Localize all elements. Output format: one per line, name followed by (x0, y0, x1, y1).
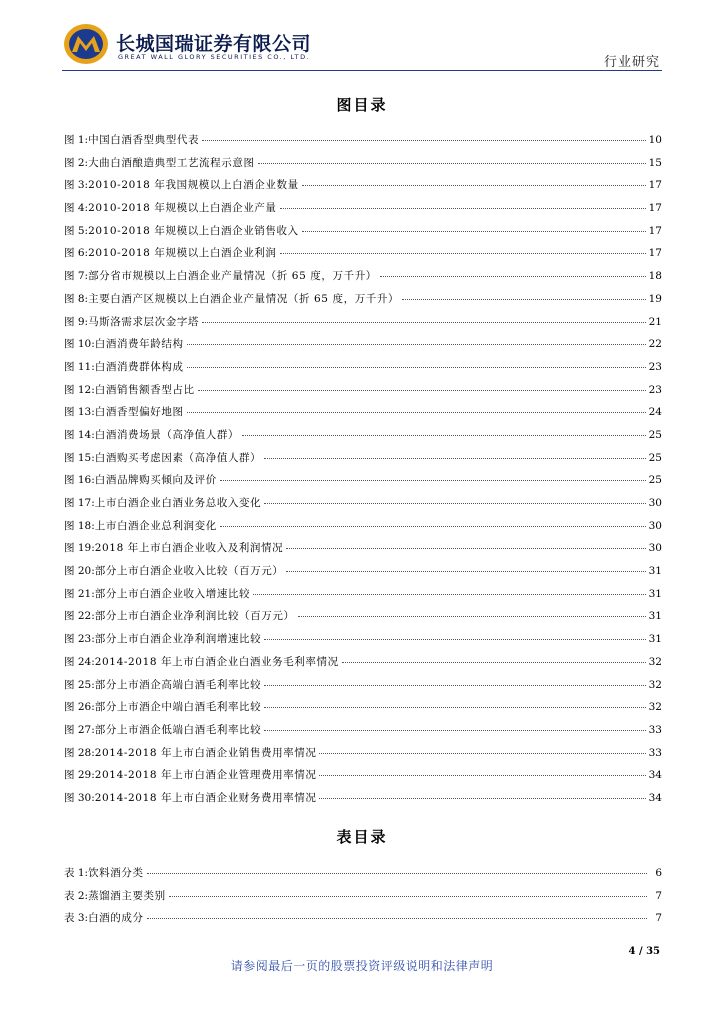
toc-entry-number: 图 11: (64, 360, 95, 373)
toc-leader-dots (264, 677, 645, 686)
toc-entry-title: 部分上市酒企低端白酒毛利率比较 (94, 723, 262, 736)
toc-entry[interactable] (64, 654, 662, 677)
toc-entry[interactable] (64, 155, 662, 178)
toc-entry-page: 34 (648, 791, 662, 804)
toc-entry-page: 30 (648, 497, 662, 509)
toc-entry-page: 6 (655, 867, 662, 879)
tables-toc-title: 表目录 (336, 828, 388, 846)
footer-disclaimer: 请参阅最后一页的股票投资评级说明和法律声明 (230, 959, 494, 973)
toc-entry-page: 33 (648, 746, 662, 759)
toc-entry-page: 17 (648, 202, 662, 215)
toc-entry[interactable] (64, 495, 662, 518)
toc-entry[interactable] (64, 699, 662, 722)
toc-leader-dots (253, 586, 645, 595)
toc-entry[interactable] (64, 132, 662, 155)
brand-name-cn: 长城国瑞证券有限公司 (116, 33, 312, 55)
toc-entry[interactable] (64, 223, 662, 246)
toc-entry[interactable] (64, 910, 662, 933)
toc-entry[interactable] (64, 888, 662, 911)
toc-entry-page: 32 (648, 701, 662, 714)
toc-entry-page: 21 (648, 315, 662, 328)
toc-entry-page: 23 (648, 383, 662, 396)
toc-entry-page: 10 (648, 134, 662, 146)
toc-entry-number: 图 21: (64, 587, 95, 600)
toc-entry-number: 表 2: (64, 889, 89, 902)
toc-entry-page: 31 (648, 565, 662, 578)
toc-entry[interactable] (64, 586, 662, 609)
toc-entry-title: 白酒品牌购买倾向及评价 (94, 474, 217, 487)
toc-entry-number: 图 9: (64, 315, 89, 328)
toc-leader-dots (169, 888, 647, 897)
toc-leader-dots (198, 382, 646, 391)
toc-leader-dots (187, 336, 646, 345)
toc-entry[interactable] (64, 268, 662, 291)
toc-entry-number: 图 13: (64, 406, 95, 419)
toc-entry-number: 图 15: (64, 451, 95, 464)
toc-leader-dots (264, 450, 645, 459)
toc-leader-dots (220, 472, 646, 481)
toc-entry-page: 23 (648, 360, 662, 373)
toc-entry-page: 34 (648, 769, 662, 782)
toc-entry-number: 图 12: (64, 383, 95, 396)
toc-entry[interactable] (64, 404, 662, 427)
toc-entry-title: 部分上市酒企高端白酒毛利率比较 (94, 678, 262, 691)
toc-entry[interactable] (64, 745, 662, 768)
toc-entry-number: 图 4: (64, 202, 89, 215)
toc-entry[interactable] (64, 200, 662, 223)
toc-entry-title: 2014-2018 年上市白酒企业白酒业务毛利率情况 (94, 655, 339, 668)
toc-entry[interactable] (64, 450, 662, 473)
toc-entry-number: 图 5: (64, 224, 89, 237)
toc-entry[interactable] (64, 790, 662, 813)
toc-entry-number: 图 14: (64, 428, 95, 441)
toc-entry[interactable] (64, 291, 662, 314)
toc-entry-page: 17 (648, 247, 662, 260)
toc-leader-dots (302, 223, 646, 232)
toc-leader-dots (264, 495, 645, 504)
toc-entry-title: 部分省市规模以上白酒企业产量情况（折 65 度，万千升） (88, 270, 377, 283)
toc-entry-title: 白酒消费年龄结构 (94, 338, 184, 351)
toc-entry-title: 2014-2018 年上市白酒企业销售费用率情况 (94, 746, 317, 759)
toc-entry-title: 2014-2018 年上市白酒企业管理费用率情况 (94, 769, 317, 782)
toc-entry[interactable] (64, 177, 662, 200)
toc-entry-title: 2010-2018 年规模以上白酒企业利润 (88, 247, 277, 260)
toc-entry-page: 32 (648, 678, 662, 691)
toc-leader-dots (147, 910, 647, 919)
toc-entry[interactable] (64, 336, 662, 359)
toc-entry-number: 图 19: (64, 542, 95, 555)
toc-leader-dots (258, 155, 646, 164)
toc-entry-number: 图 6: (64, 247, 89, 260)
toc-entry[interactable] (64, 608, 662, 631)
toc-entry-page: 18 (648, 270, 662, 283)
toc-leader-dots (402, 291, 646, 300)
toc-entry-number: 图 10: (64, 338, 95, 351)
toc-entry-page: 24 (648, 406, 662, 419)
toc-entry[interactable] (64, 518, 662, 541)
toc-entry-number: 图 18: (64, 519, 95, 532)
toc-entry-page: 7 (655, 889, 662, 902)
toc-entry-title: 白酒购买考虑因素（高净值人群） (94, 451, 262, 464)
tables-toc-list (64, 865, 662, 933)
toc-entry-number: 图 20: (64, 565, 95, 578)
toc-leader-dots (286, 563, 645, 572)
toc-entry-number: 图 1: (64, 134, 89, 146)
toc-leader-dots (264, 699, 645, 708)
toc-entry-title: 白酒的成分 (88, 912, 144, 925)
toc-entry-title: 白酒销售额香型占比 (94, 383, 195, 396)
toc-leader-dots (280, 200, 646, 209)
toc-entry-page: 31 (648, 610, 662, 623)
toc-leader-dots (342, 654, 646, 663)
toc-entry-title: 白酒香型偏好地图 (94, 406, 184, 419)
toc-entry-title: 大曲白酒酿造典型工艺流程示意图 (88, 156, 255, 169)
toc-leader-dots (202, 132, 646, 141)
toc-entry-title: 白酒消费群体构成 (94, 360, 184, 373)
toc-leader-dots (264, 631, 645, 640)
figures-toc-list (64, 132, 662, 813)
toc-entry-title: 白酒消费场景（高净值人群） (94, 428, 240, 441)
toc-entry-number: 图 25: (64, 678, 95, 691)
toc-leader-dots (242, 427, 646, 436)
toc-entry-number: 图 3: (64, 179, 89, 192)
toc-entry-number: 图 2: (64, 156, 89, 169)
toc-entry-number: 图 26: (64, 701, 95, 714)
toc-entry[interactable] (64, 245, 662, 268)
toc-leader-dots (147, 865, 647, 874)
toc-entry-number: 图 29: (64, 769, 95, 782)
toc-entry[interactable] (64, 472, 662, 495)
company-logo-icon (62, 22, 110, 66)
toc-entry-page: 32 (648, 655, 662, 668)
toc-entry-title: 马斯洛需求层次金字塔 (88, 315, 200, 328)
toc-entry[interactable] (64, 563, 662, 586)
toc-entry-page: 17 (648, 224, 662, 237)
toc-entry[interactable] (64, 631, 662, 654)
toc-entry-number: 图 24: (64, 655, 95, 668)
toc-entry-title: 上市白酒企业总利润变化 (94, 519, 217, 532)
brand-name-en: GREAT WALL GLORY SECURITIES CO., LTD. (118, 53, 311, 61)
toc-entry-title: 主要白酒产区规模以上白酒企业产量情况（折 65 度，万千升） (88, 292, 400, 305)
toc-entry-page: 7 (655, 912, 662, 925)
toc-leader-dots (286, 540, 645, 549)
toc-entry-title: 2010-2018 年规模以上白酒企业产量 (88, 202, 277, 215)
toc-entry-number: 图 16: (64, 474, 95, 487)
toc-entry-title: 部分上市白酒企业净利润比较（百万元） (94, 610, 295, 623)
toc-leader-dots (187, 359, 646, 368)
toc-entry-page: 17 (648, 179, 662, 192)
toc-entry-title: 蒸馏酒主要类别 (88, 889, 166, 902)
toc-leader-dots (202, 314, 646, 323)
toc-leader-dots (319, 767, 645, 776)
toc-entry[interactable] (64, 722, 662, 745)
figures-toc-title: 图目录 (336, 96, 388, 114)
toc-leader-dots (298, 608, 646, 617)
toc-entry-title: 2010-2018 年规模以上白酒企业销售收入 (88, 224, 299, 237)
toc-entry-page: 30 (648, 542, 662, 555)
toc-leader-dots (302, 177, 646, 186)
toc-entry-title: 2014-2018 年上市白酒企业财务费用率情况 (94, 791, 317, 804)
toc-entry-number: 表 3: (64, 912, 89, 925)
toc-entry[interactable] (64, 314, 662, 337)
toc-leader-dots (319, 745, 645, 754)
toc-entry-title: 2018 年上市白酒企业收入及利润情况 (94, 542, 284, 555)
toc-entry-title: 上市白酒企业白酒业务总收入变化 (94, 497, 262, 509)
toc-entry-number: 图 17: (64, 497, 95, 509)
toc-entry-title: 2010-2018 年我国规模以上白酒企业数量 (88, 179, 299, 192)
toc-leader-dots (187, 404, 646, 413)
toc-entry-title: 部分上市酒企中端白酒毛利率比较 (94, 701, 262, 714)
toc-entry-title: 部分上市白酒企业净利润增速比较 (94, 633, 262, 646)
page-number: 4 / 35 (628, 946, 660, 957)
toc-entry-page: 30 (648, 519, 662, 532)
toc-entry-number: 图 23: (64, 633, 95, 646)
toc-entry-number: 图 30: (64, 791, 95, 804)
toc-entry-page: 33 (648, 723, 662, 736)
toc-entry[interactable] (64, 359, 662, 382)
toc-entry[interactable] (64, 540, 662, 563)
toc-entry-number: 图 8: (64, 292, 89, 305)
toc-entry-number: 图 28: (64, 746, 95, 759)
toc-leader-dots (220, 518, 646, 527)
toc-entry-number: 表 1: (64, 867, 89, 879)
toc-entry-number: 图 7: (64, 270, 89, 283)
page-header (62, 20, 662, 72)
toc-entry-number: 图 22: (64, 610, 95, 623)
toc-leader-dots (264, 722, 645, 731)
toc-entry-title: 部分上市白酒企业收入比较（百万元） (94, 565, 284, 578)
toc-entry[interactable] (64, 382, 662, 405)
toc-entry-page: 15 (648, 156, 662, 169)
toc-entry-page: 25 (648, 428, 662, 441)
report-type-label: 行业研究 (603, 55, 660, 70)
toc-entry[interactable] (64, 677, 662, 700)
toc-entry-title: 饮料酒分类 (88, 867, 144, 879)
toc-entry-page: 31 (648, 633, 662, 646)
toc-entry-number: 图 27: (64, 723, 95, 736)
toc-entry-page: 22 (648, 338, 662, 351)
toc-entry-title: 中国白酒香型典型代表 (88, 134, 200, 146)
toc-entry-page: 25 (648, 451, 662, 464)
toc-entry[interactable] (64, 427, 662, 450)
toc-entry-page: 25 (648, 474, 662, 487)
header-divider (62, 70, 662, 71)
toc-leader-dots (319, 790, 645, 799)
toc-entry[interactable] (64, 865, 662, 888)
toc-leader-dots (280, 245, 646, 254)
toc-entry-page: 31 (648, 587, 662, 600)
toc-entry-page: 19 (648, 292, 662, 305)
toc-leader-dots (380, 268, 646, 277)
toc-entry-title: 部分上市白酒企业收入增速比较 (94, 587, 251, 600)
toc-entry[interactable] (64, 767, 662, 790)
